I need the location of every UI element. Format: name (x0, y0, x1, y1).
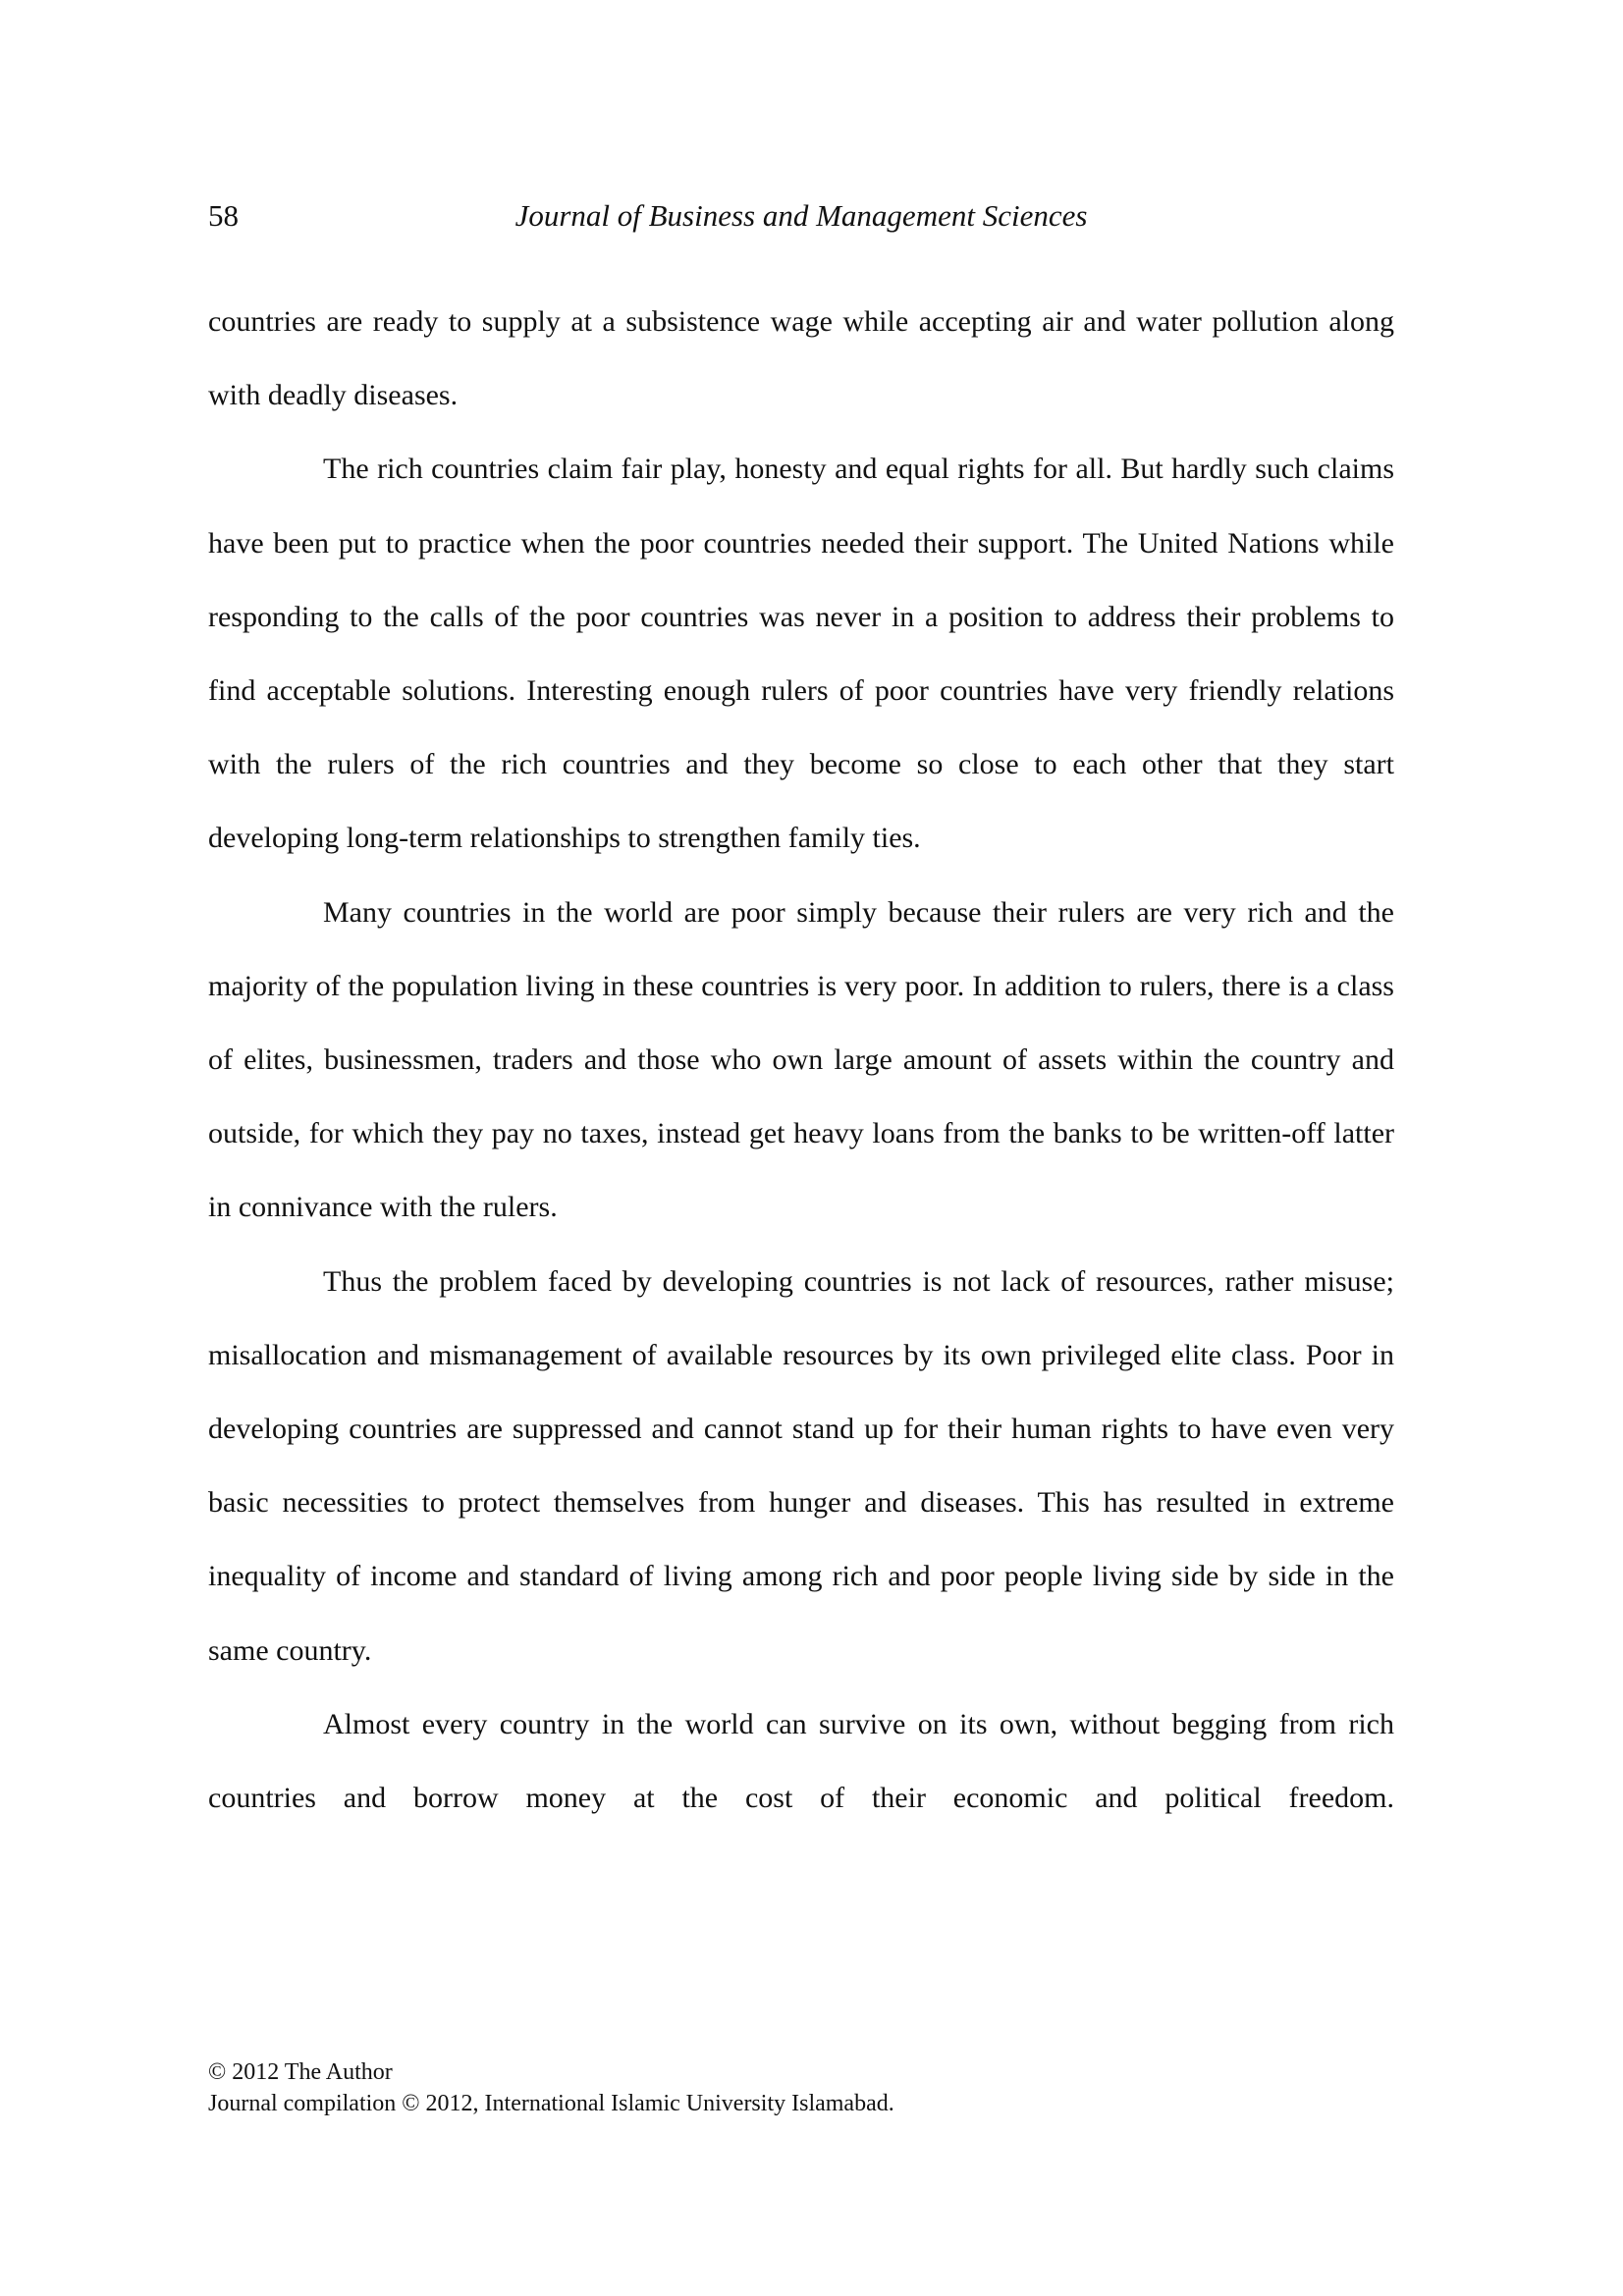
body-text (208, 285, 1394, 1835)
paragraph-rich-countries-claims: The rich countries claim fair play, honesty and equal rights for all. But hardly such claims have been put to practice when the poor countries needed their support. The United Nations while responding to the calls of the poor countries was never in a position to address their problems to find acceptable solutions. Interesting enough rulers of poor countries have very friendly relations with the rulers of the rich countries and they become so close to each other that they start developing long-term relationships to strengthen family ties. (208, 453, 1394, 855)
page-number: 58 (208, 198, 239, 233)
journal-compilation-notice: Journal compilation © 2012, International Islamic University Islamabad. (208, 2091, 894, 2116)
page-footer (208, 2056, 1394, 2119)
paragraph-resource-misuse: Thus the problem faced by developing countries is not lack of resources, rather misuse; misallocation and mismanagement of available resources by its own privileged elite class. Poor in developing countries are suppressed and cannot stand up for their human rights to have even very basic necessities to protect themselves from hunger and diseases. This has resulted in extreme inequality of income and standard of living among rich and poor people living side by side in the same country. (208, 1264, 1394, 1667)
paragraph-continuation: countries are ready to supply at a subsistence wage while accepting air and water pollution along with deadly diseases. (208, 305, 1394, 412)
running-header (208, 192, 1394, 240)
paragraph-self-sufficiency: Almost every country in the world can survive on its own, without begging from rich countries and borrow money at the cost of their economic and political freedom. (208, 1707, 1394, 1815)
journal-title: Journal of Business and Management Sciences (514, 198, 1088, 233)
copyright-notice: © 2012 The Author (208, 2059, 393, 2085)
paragraph-rulers-and-elites: Many countries in the world are poor simply because their rulers are very rich and the majority of the population living in these countries is very poor. In addition to rulers, there is a class of elites, businessmen, traders and those who own large amount of assets within the country and outside, for which they pay no taxes, instead get heavy loans from the banks to be written-off latter in connivance with the rulers. (208, 895, 1394, 1224)
